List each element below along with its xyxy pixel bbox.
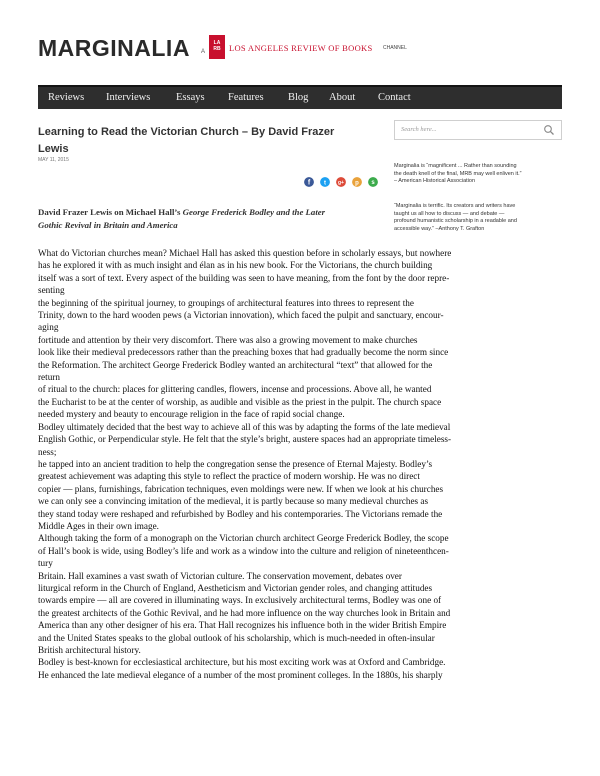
search-icon[interactable]: [543, 124, 555, 136]
body-line: What do Victorian churches mean? Michael Hall has asked this question before in scholarly essays, but nowhere: [38, 248, 452, 258]
article-body: [38, 247, 562, 681]
byline-author[interactable]: David Frazer Lewis: [38, 207, 113, 217]
body-line: we can only see a convincing imitation of the medieval, it is partly because so many medieval churches as: [38, 496, 429, 507]
quote-line: – American Historical Association: [394, 178, 476, 184]
google-plus-icon[interactable]: [336, 177, 346, 187]
sidebar-quote-aha: [394, 163, 562, 186]
body-line: look like their medieval predecessors rather than the preaching boxes that had gradually become the norm since: [38, 347, 449, 358]
svg-text:g+: g+: [338, 179, 344, 186]
masthead: [38, 31, 562, 65]
article-date: MAY 11, 2015: [38, 157, 69, 163]
body-line: the Eucharist to be at the center of worship, as audible and visible as the priest in the pulpit. The church space: [38, 396, 442, 407]
body-line: of Hall’s book is wide, using Bodley’s life and work as a window into the culture and religion of nineteenthcen-: [38, 545, 449, 556]
article-title-line1: Learning to Read the Victorian Church – By David Frazer: [38, 126, 335, 138]
nav-item-features[interactable]: Features: [228, 92, 264, 103]
nav-item-about[interactable]: About: [329, 92, 356, 103]
search-input[interactable]: Search here...: [401, 126, 437, 133]
body-line: the greatest architects of the Gothic Revival, and he had more influence on the way churches look in Britain and: [38, 607, 451, 618]
body-line: fortitude and attention by their very discomfort. There was also a growing movement to make churches: [38, 334, 418, 345]
body-line: English Gothic, or Perpendicular style. He felt that the style’s bright, austere spaces had an appropriate timeless-: [38, 434, 452, 445]
body-line: greatest achievement was adapting this style to reflect the practice of modern worship. He was no direct: [38, 471, 420, 482]
body-line: the beginning of the spiritual journey, to groupings of architectural features into threes to represent the: [38, 297, 414, 308]
svg-text:f: f: [307, 179, 311, 187]
body-line: ness;: [38, 446, 57, 457]
sidebar-quote-grafton: [394, 203, 562, 233]
larb-title[interactable]: LOS ANGELES REVIEW OF BOOKS: [229, 43, 373, 53]
body-line: Britain. Hall examines a vast swath of Victorian culture. The conservation movement, debates over: [38, 570, 402, 581]
site-logo[interactable]: MARGINALIA: [38, 35, 190, 61]
body-line: liturgical reform in the Church of England, Aestheticism and Victorian gender roles, and changing attitudes: [38, 582, 433, 593]
body-line: and the United States speaks to the global outlook of his scholarship, which is much-needed in often-insular: [38, 632, 435, 643]
larb-badge[interactable]: [209, 35, 225, 59]
main-nav: [38, 85, 562, 109]
article-title: [38, 124, 383, 158]
quote-line: profound humanistic scholarship in a readable and: [394, 218, 517, 224]
body-line: return: [38, 372, 60, 383]
nav-item-blog[interactable]: Blog: [288, 92, 309, 103]
nav-item-contact[interactable]: Contact: [378, 92, 411, 103]
larb-channel-label: CHANNEL: [383, 45, 407, 51]
body-line: Although taking the form of a monograph on the Victorian church architect George Frederick Bodley, the scope: [38, 533, 449, 544]
body-line: copier — plans, furnishings, fabrication techniques, even moldings were new. If when we look at his churches: [38, 483, 444, 494]
larb-badge-line2: RB: [213, 46, 221, 52]
sharethis-icon[interactable]: [368, 177, 378, 187]
larb-badge-line1: LA: [213, 40, 221, 46]
body-line: tury: [38, 558, 53, 569]
facebook-icon[interactable]: [304, 177, 314, 187]
body-line: Trinity, down to the hard wooden pews (a Victorian innovation), which faced the pulpit and sanctuary, encour-: [38, 310, 444, 321]
body-line: of ritual to the church: places for glittering candles, flowers, incense and processions. Above all, he wanted: [38, 384, 432, 395]
twitter-icon[interactable]: [320, 177, 330, 187]
body-line: has he explored it with as much insight and élan as in his new book. For the Victorians, the church building: [38, 260, 433, 271]
body-line: towards empire — all are covered in illuminating ways. In exclusively architectural terms, Bodley was one of: [38, 595, 442, 606]
byline-book-title: George Frederick Bodley and the Later: [182, 207, 326, 217]
svg-text:p: p: [355, 180, 359, 187]
body-line: aging: [38, 322, 59, 333]
body-line: He enhanced the late medieval elegance of a number of the most prominent colleges. In the 1880s, his sharply: [38, 669, 443, 680]
quote-line: the death knell of the final, MRB may well enliven it.”: [394, 170, 522, 177]
svg-text:t: t: [324, 180, 326, 187]
body-line: America than any other designer of his era. That Hall recognizes his influence both in the wider British Empire: [38, 620, 447, 631]
body-line: Bodley is best-known for ecclesiastical architecture, but his most exciting work was at Oxford and Cambridge.: [38, 657, 446, 668]
search-box[interactable]: [394, 120, 562, 140]
body-line: Bodley ultimately decided that the best way to achieve all of this was by adapting the forms of the late medieval: [38, 421, 451, 432]
body-line: he tapped into an ancient tradition to help the congregation sense the presence of Eternal Majesty. Bodley’s: [38, 458, 433, 469]
body-line: itself was a sort of text. Every aspect of the building was seen to have meaning, from the font by the door repre-: [38, 272, 450, 283]
body-line: British architectural history.: [38, 645, 141, 655]
byline-book-title-cont: Gothic Revival in Britain and America: [38, 219, 178, 230]
article-title-line2: Lewis: [38, 143, 69, 155]
nav-item-essays[interactable]: Essays: [176, 92, 205, 103]
nav-item-interviews[interactable]: Interviews: [106, 92, 151, 103]
quote-line: accessible way.” –Anthony T. Grafton: [394, 225, 485, 232]
quote-line: “Marginalia is terrific. Its creators and writers have: [394, 203, 516, 209]
body-line: they stand today were reshaped and refurbished by Bodley and his contemporaries. The Victorians remade the: [38, 508, 443, 519]
logo-a-label: A: [201, 49, 206, 55]
pinterest-icon[interactable]: [352, 177, 362, 187]
byline-on: on Michael Hall’s: [112, 207, 183, 217]
quote-line: taught us all how to discuss — and debate —: [394, 210, 505, 217]
svg-text:s: s: [371, 180, 375, 187]
article-byline: [38, 206, 378, 231]
body-line: needed mystery and beauty to encourage religion in the face of rapid social change.: [38, 409, 345, 420]
body-line: the Reformation. The architect George Frederick Bodley wanted an architectural “text” that allowed for the: [38, 359, 433, 370]
quote-line: Marginalia is “magnificent ... Rather than sounding: [394, 163, 517, 169]
body-line: senting: [38, 285, 65, 296]
body-line: Middle Ages in their own image.: [38, 520, 159, 531]
nav-item-reviews[interactable]: Reviews: [48, 92, 85, 103]
